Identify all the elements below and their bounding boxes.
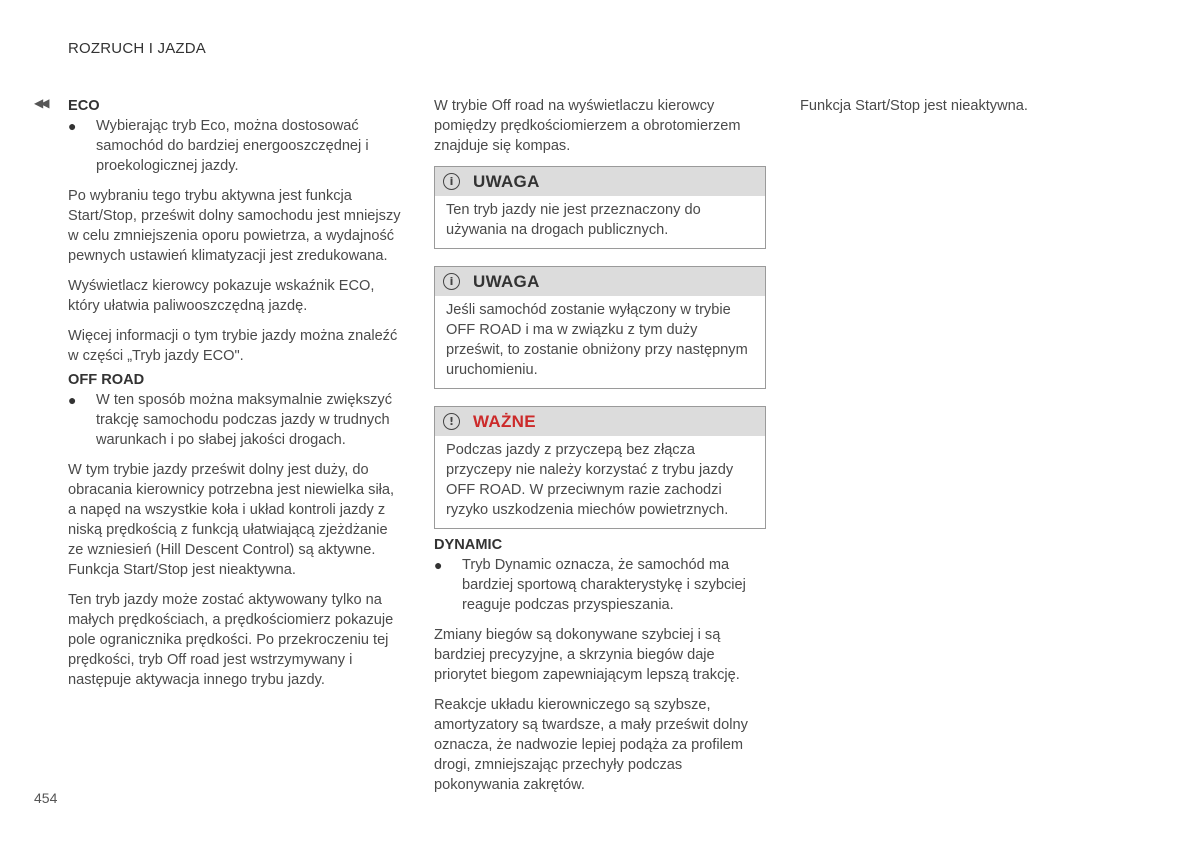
section-title: ROZRUCH I JAZDA (68, 40, 206, 57)
start-stop-paragraph: Funkcja Start/Stop jest nieaktywna. (800, 98, 1028, 114)
column-2 (434, 96, 766, 805)
bullet-icon: ● (68, 392, 77, 408)
page-number: 454 (34, 790, 58, 806)
important-box (434, 406, 766, 529)
bullet-icon: ● (434, 557, 443, 573)
back-arrows-icon[interactable]: ◀◀ (34, 96, 47, 110)
note-title: UWAGA (473, 271, 540, 291)
dynamic-paragraph-2: Reakcje układu kierowniczego są szybsze, amortyzatory są twardsze, a mały prześwit dolny oznacza, że nadwozie lepiej podąża za profilem drogi, zmniejszając przechyły podczas pokonywania zakrętów. (434, 697, 748, 793)
eco-paragraph-3: Więcej informacji o tym trybie jazdy można znaleźć w części „Tryb jazdy ECO". (68, 328, 398, 364)
column-3 (800, 96, 1132, 126)
info-icon: i (443, 273, 460, 290)
offroad-bullet-text: W ten sposób można maksymalnie zwiększyć trakcję samochodu podczas jazdy w trudnych warunkach i po słabej jakości drogach. (96, 392, 393, 448)
offroad-heading: OFF ROAD (68, 372, 145, 388)
important-title: WAŻNE (473, 411, 536, 431)
dynamic-bullet-text: Tryb Dynamic oznacza, że samochód ma bardziej sportową charakterystykę i szybciej reaguje podczas przyspieszania. (462, 557, 746, 613)
eco-bullet (68, 116, 402, 176)
note-body: Jeśli samochód zostanie wyłączony w trybie OFF ROAD i ma w związku z tym duży prześwit, to zostanie obniżony przy następnym uruchomieniu. (446, 302, 748, 378)
eco-paragraph-2: Wyświetlacz kierowcy pokazuje wskaźnik ECO, który ułatwia paliwooszczędną jazdę. (68, 278, 375, 314)
important-header (435, 407, 765, 436)
note-title: UWAGA (473, 171, 540, 191)
exclamation-icon: ! (443, 413, 460, 430)
note-header (435, 167, 765, 196)
info-icon: i (443, 173, 460, 190)
offroad-paragraph-2: Ten tryb jazdy może zostać aktywowany tylko na małych prędkościach, a prędkościomierz pokazuje pole ogranicznika prędkości. Po przekroczeniu tej prędkości, tryb Off road jest wstrzymywany i następuje aktywacja innego trybu jazdy. (68, 592, 394, 688)
note-body: Ten tryb jazdy nie jest przeznaczony do używania na drogach publicznych. (446, 202, 701, 238)
dynamic-heading: DYNAMIC (434, 537, 503, 553)
offroad-compass-paragraph: W trybie Off road na wyświetlaczu kierowcy pomiędzy prędkościomierzem a obrotomierzem znajduje się kompas. (434, 98, 741, 154)
eco-bullet-text: Wybierając tryb Eco, można dostosować samochód do bardziej energooszczędnej i proekologicznej jazdy. (96, 118, 369, 174)
eco-paragraph-1: Po wybraniu tego trybu aktywna jest funkcja Start/Stop, prześwit dolny samochodu jest mniejszy w celu zmniejszenia oporu powietrza, a wydajność pewnych ustawień klimatyzacji jest zredukowana. (68, 188, 401, 264)
dynamic-bullet (434, 555, 766, 615)
offroad-bullet (68, 390, 402, 450)
note-header (435, 267, 765, 296)
dynamic-paragraph-1: Zmiany biegów są dokonywane szybciej i są bardziej precyzyjne, a skrzynia biegów daje priorytet biegom zapewniającym lepszą trakcję. (434, 627, 740, 683)
bullet-icon: ● (68, 118, 77, 134)
eco-heading: ECO (68, 98, 100, 114)
offroad-paragraph-1: W tym trybie jazdy prześwit dolny jest duży, do obracania kierownicy potrzebna jest niewielka siła, a napęd na wszystkie koła i układ kontroli jazdy z niską prędkością z funkcją ułatwiającą zjeżdżanie ze wzniesień (Hill Descent Control) są aktywne. Funkcja Start/Stop jest nieaktywna. (68, 462, 395, 578)
column-1 (68, 96, 402, 700)
note-box-2 (434, 266, 766, 389)
important-body: Podczas jazdy z przyczepą bez złącza przyczepy nie należy korzystać z trybu jazdy OFF ROAD. W przeciwnym razie zachodzi ryzyko uszkodzenia miechów powietrznych. (446, 442, 734, 518)
note-box-1 (434, 166, 766, 249)
